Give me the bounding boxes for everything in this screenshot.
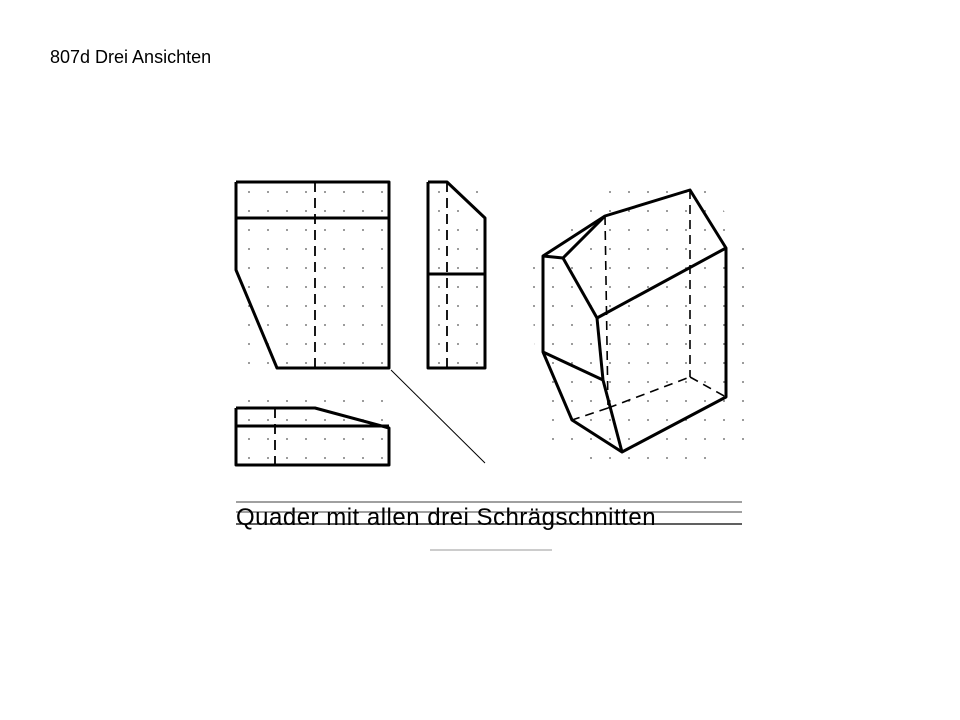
grid-dots-side [426, 178, 492, 374]
grid-dots-iso [530, 178, 745, 470]
grid-dots-front [232, 178, 394, 374]
projection-line [391, 370, 485, 463]
grid-dots-top [232, 400, 394, 468]
drawing-caption: Quader mit allen drei Schrägschnitten [236, 504, 657, 531]
page-title: 807d Drei Ansichten [50, 47, 212, 67]
